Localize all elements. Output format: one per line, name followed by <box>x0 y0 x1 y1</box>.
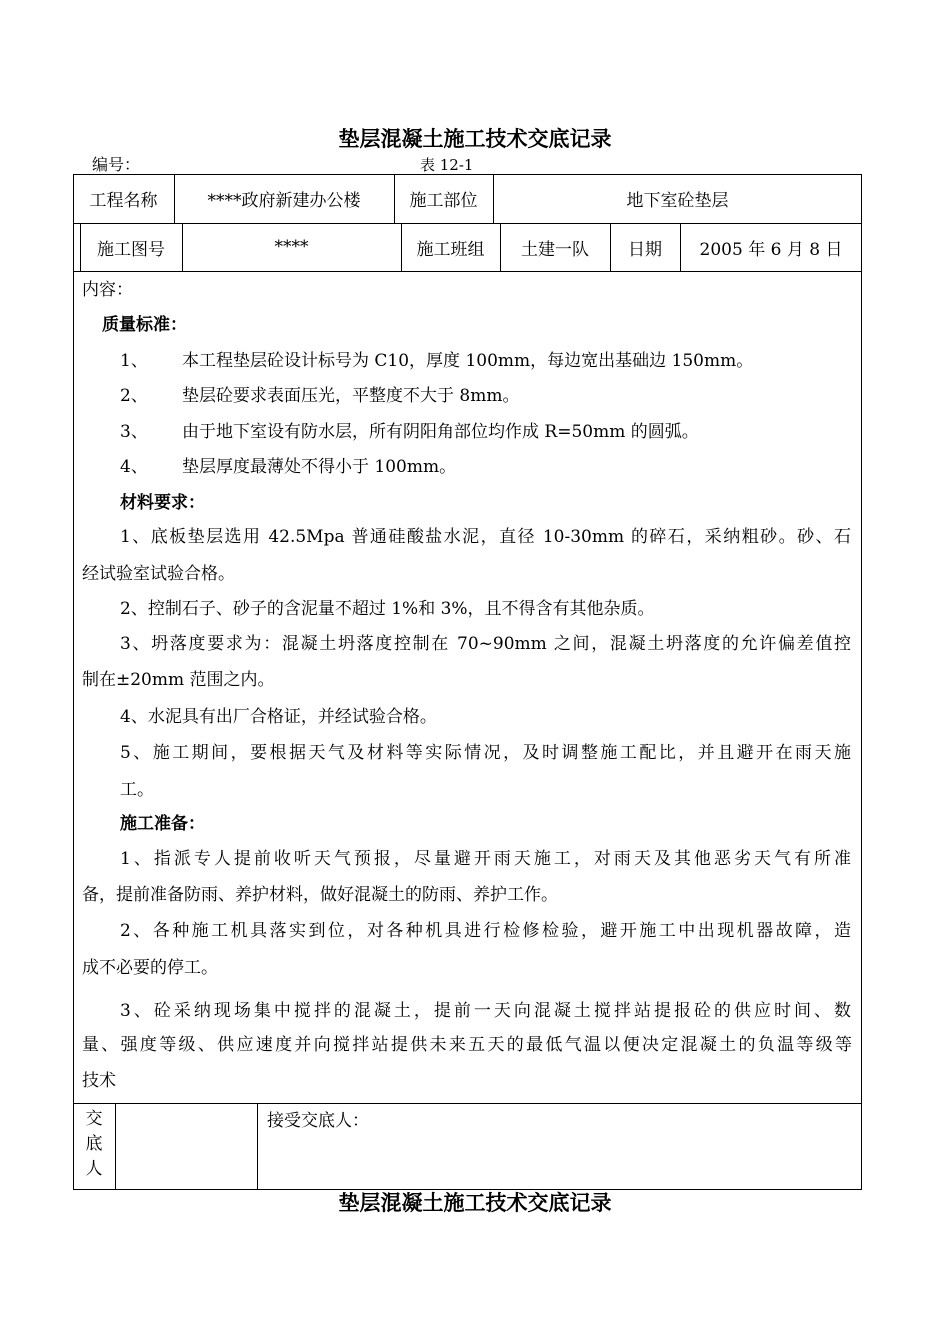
serial-number-label: 编号： <box>92 155 141 174</box>
date-label: 日期 <box>628 239 662 260</box>
project-name-value: ****政府新建办公楼 <box>207 191 361 211</box>
prep-paragraph-3: 3、砼采纳现场集中搅拌的混凝土，提前一天向混凝土搅拌站提报砼的供应时间、数 <box>120 1001 851 1021</box>
material-paragraph-4: 4、水泥具有出厂合格证，并经试验合格。 <box>120 707 437 727</box>
quality-item-number: 2、 <box>120 386 148 406</box>
quality-item-number: 4、 <box>120 457 148 477</box>
quality-heading: 质量标准： <box>102 315 187 335</box>
material-paragraph-2: 2、控制石子、砂子的含泥量不超过 1%和 3%，且不得含有其他杂质。 <box>120 599 655 619</box>
prep-paragraph-1-cont: 备，提前准备防雨、养护材料，做好混凝土的防雨、养护工作。 <box>82 885 558 905</box>
material-paragraph-5-cont: 工。 <box>120 780 154 800</box>
material-paragraph-1-cont: 经试验室试验合格。 <box>82 564 235 584</box>
team-label: 施工班组 <box>416 239 485 260</box>
form-number: 表 12-1 <box>420 156 474 174</box>
quality-item-text: 垫层砼要求表面压光，平整度不大于 8mm。 <box>182 386 520 406</box>
construction-part-value: 地下室砼垫层 <box>626 191 729 211</box>
receiver-signature-field[interactable] <box>258 1130 861 1189</box>
construction-part-label: 施工部位 <box>409 191 478 211</box>
material-paragraph-1: 1、底板垫层选用 42.5Mpa 普通硅酸盐水泥，直径 10-30mm 的碎石，采纳粗砂。砂、石 <box>120 527 851 547</box>
project-name-label: 工程名称 <box>89 191 158 211</box>
material-paragraph-3-cont: 制在±20mm 范围之内。 <box>82 670 275 690</box>
receiver-label: 接受交底人： <box>267 1111 369 1131</box>
prep-heading: 施工准备： <box>120 814 205 834</box>
content-label: 内容： <box>82 280 133 300</box>
page-title: 垫层混凝土施工技术交底记录 <box>338 126 612 151</box>
handover-person-label: 交 底 人 <box>85 1109 103 1179</box>
drawing-number-value: **** <box>274 237 309 257</box>
material-heading: 材料要求： <box>120 493 205 513</box>
material-paragraph-3: 3、坍落度要求为：混凝土坍落度控制在 70~90mm 之间，混凝土坍落度的允许偏差值控 <box>120 634 851 654</box>
page-title-repeat: 垫层混凝土施工技术交底记录 <box>338 1190 612 1215</box>
handover-signature-field[interactable] <box>116 1104 256 1189</box>
team-value: 土建一队 <box>521 239 589 260</box>
prep-paragraph-3-end: 技术 <box>82 1071 116 1091</box>
date-value: 2005 年 6 月 8 日 <box>699 239 843 260</box>
material-paragraph-5: 5、施工期间，要根据天气及材料等实际情况，及时调整施工配比，并且避开在雨天施 <box>120 743 851 763</box>
quality-item-number: 1、 <box>120 351 148 371</box>
prep-paragraph-2: 2、各种施工机具落实到位，对各种机具进行检修检验，避开施工中出现机器故障，造 <box>120 921 851 941</box>
prep-paragraph-1: 1、指派专人提前收听天气预报，尽量避开雨天施工，对雨天及其他恶劣天气有所准 <box>120 849 851 869</box>
drawing-number-label: 施工图号 <box>97 239 165 260</box>
quality-item-text: 垫层厚度最薄处不得小于 100mm。 <box>182 457 457 477</box>
quality-item-number: 3、 <box>120 422 148 442</box>
quality-item-text: 由于地下室设有防水层，所有阴阳角部位均作成 R=50mm 的圆弧。 <box>182 422 699 442</box>
prep-paragraph-3-cont: 量、强度等级、供应速度并向搅拌站提供未来五天的最低气温以便决定混凝土的负温等级等 <box>82 1035 852 1055</box>
prep-paragraph-2-cont: 成不必要的停工。 <box>82 958 218 978</box>
quality-item-text: 本工程垫层砼设计标号为 C10，厚度 100mm，每边宽出基础边 150mm。 <box>182 351 754 371</box>
